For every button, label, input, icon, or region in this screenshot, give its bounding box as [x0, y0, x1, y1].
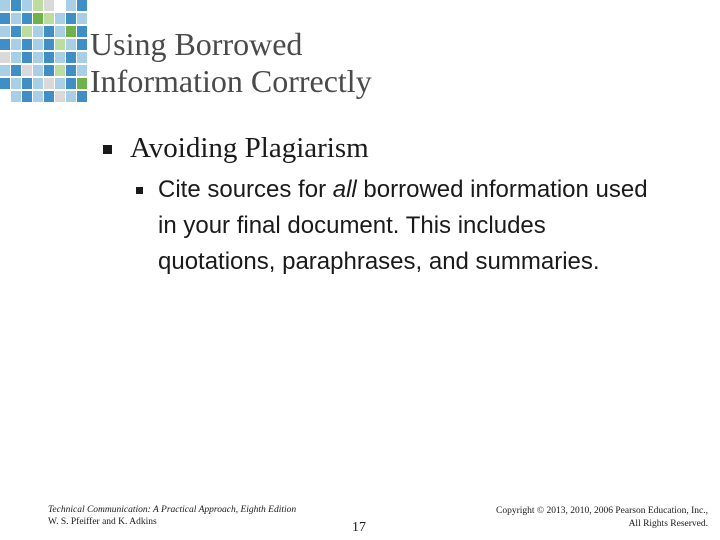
mosaic-tile [33, 13, 43, 24]
mosaic-tile [0, 13, 10, 24]
mosaic-tile [0, 52, 10, 63]
slide-title-line-2: Information Correctly [90, 63, 372, 99]
mosaic-tile [22, 0, 32, 11]
mosaic-tile [66, 52, 76, 63]
mosaic-tile [33, 26, 43, 37]
mosaic-tile [11, 26, 21, 37]
mosaic-tile [77, 78, 87, 89]
mosaic-tile [0, 0, 10, 11]
mosaic-tile [77, 91, 87, 102]
bullet-square-icon [103, 145, 112, 154]
footer-citation [48, 504, 296, 528]
footer-authors: W. S. Pfeiffer and K. Adkins [48, 517, 157, 527]
bullet-level-2-line-2: in your final document. This includes [158, 212, 546, 239]
bullet-level-2 [158, 172, 708, 280]
bullet-level-2-line-3: quotations, paraphrases, and summaries. [158, 248, 600, 275]
mosaic-tile [66, 78, 76, 89]
mosaic-tile [33, 91, 43, 102]
mosaic-tile [44, 91, 54, 102]
mosaic-tile [44, 0, 54, 11]
mosaic-tile [22, 52, 32, 63]
mosaic-tile [0, 78, 10, 89]
mosaic-tile [33, 65, 43, 76]
decorative-mosaic [0, 0, 90, 105]
bullet-level-2-line-1 [158, 172, 708, 208]
mosaic-tile [33, 0, 43, 11]
mosaic-tile [44, 39, 54, 50]
mosaic-tile [66, 26, 76, 37]
footer-copyright [496, 505, 708, 531]
mosaic-tile [55, 52, 65, 63]
mosaic-tile [77, 26, 87, 37]
sub-bullet-square-icon [136, 187, 143, 194]
mosaic-tile [66, 91, 76, 102]
mosaic-tile [77, 13, 87, 24]
mosaic-tile [11, 91, 21, 102]
mosaic-tile [33, 52, 43, 63]
mosaic-tile [66, 13, 76, 24]
copyright-line-2: All Rights Reserved. [628, 519, 708, 529]
mosaic-tile [22, 26, 32, 37]
mosaic-tile [44, 26, 54, 37]
mosaic-tile [55, 78, 65, 89]
mosaic-tile [22, 39, 32, 50]
mosaic-tile [77, 0, 87, 11]
mosaic-tile [77, 52, 87, 63]
mosaic-tile [44, 13, 54, 24]
mosaic-tile [66, 0, 76, 11]
mosaic-tile [11, 13, 21, 24]
mosaic-tile [22, 78, 32, 89]
mosaic-tile [55, 26, 65, 37]
mosaic-tile [77, 39, 87, 50]
mosaic-tile [55, 13, 65, 24]
mosaic-tile [11, 65, 21, 76]
bullet-text-segment: borrowed information used [356, 176, 648, 203]
mosaic-tile [66, 65, 76, 76]
copyright-line-1: Copyright © 2013, 2010, 2006 Pearson Education, Inc., [496, 506, 708, 516]
mosaic-tile [33, 78, 43, 89]
mosaic-tile [55, 91, 65, 102]
mosaic-tile [22, 91, 32, 102]
mosaic-tile [11, 39, 21, 50]
mosaic-tile [22, 65, 32, 76]
slide-title [90, 26, 372, 100]
emphasis-text: all [332, 176, 357, 203]
page-number: 17 [352, 520, 366, 535]
mosaic-tile [44, 78, 54, 89]
mosaic-tile [44, 65, 54, 76]
mosaic-tile [11, 0, 21, 11]
mosaic-tile [0, 26, 10, 37]
bullet-text-segment: Cite sources for [158, 176, 333, 203]
mosaic-tile [44, 52, 54, 63]
mosaic-tile [77, 65, 87, 76]
mosaic-tile [55, 65, 65, 76]
footer-book-title: Technical Communication: A Practical Approach, Eighth Edition [48, 505, 297, 515]
mosaic-tile [33, 39, 43, 50]
mosaic-tile [11, 78, 21, 89]
mosaic-tile [0, 65, 10, 76]
mosaic-tile [0, 39, 10, 50]
bullet-level-1: Avoiding Plagiarism [130, 132, 369, 164]
mosaic-tile [66, 39, 76, 50]
mosaic-tile [55, 39, 65, 50]
mosaic-tile [22, 13, 32, 24]
slide-title-line-1: Using Borrowed [90, 26, 303, 62]
mosaic-tile [11, 52, 21, 63]
